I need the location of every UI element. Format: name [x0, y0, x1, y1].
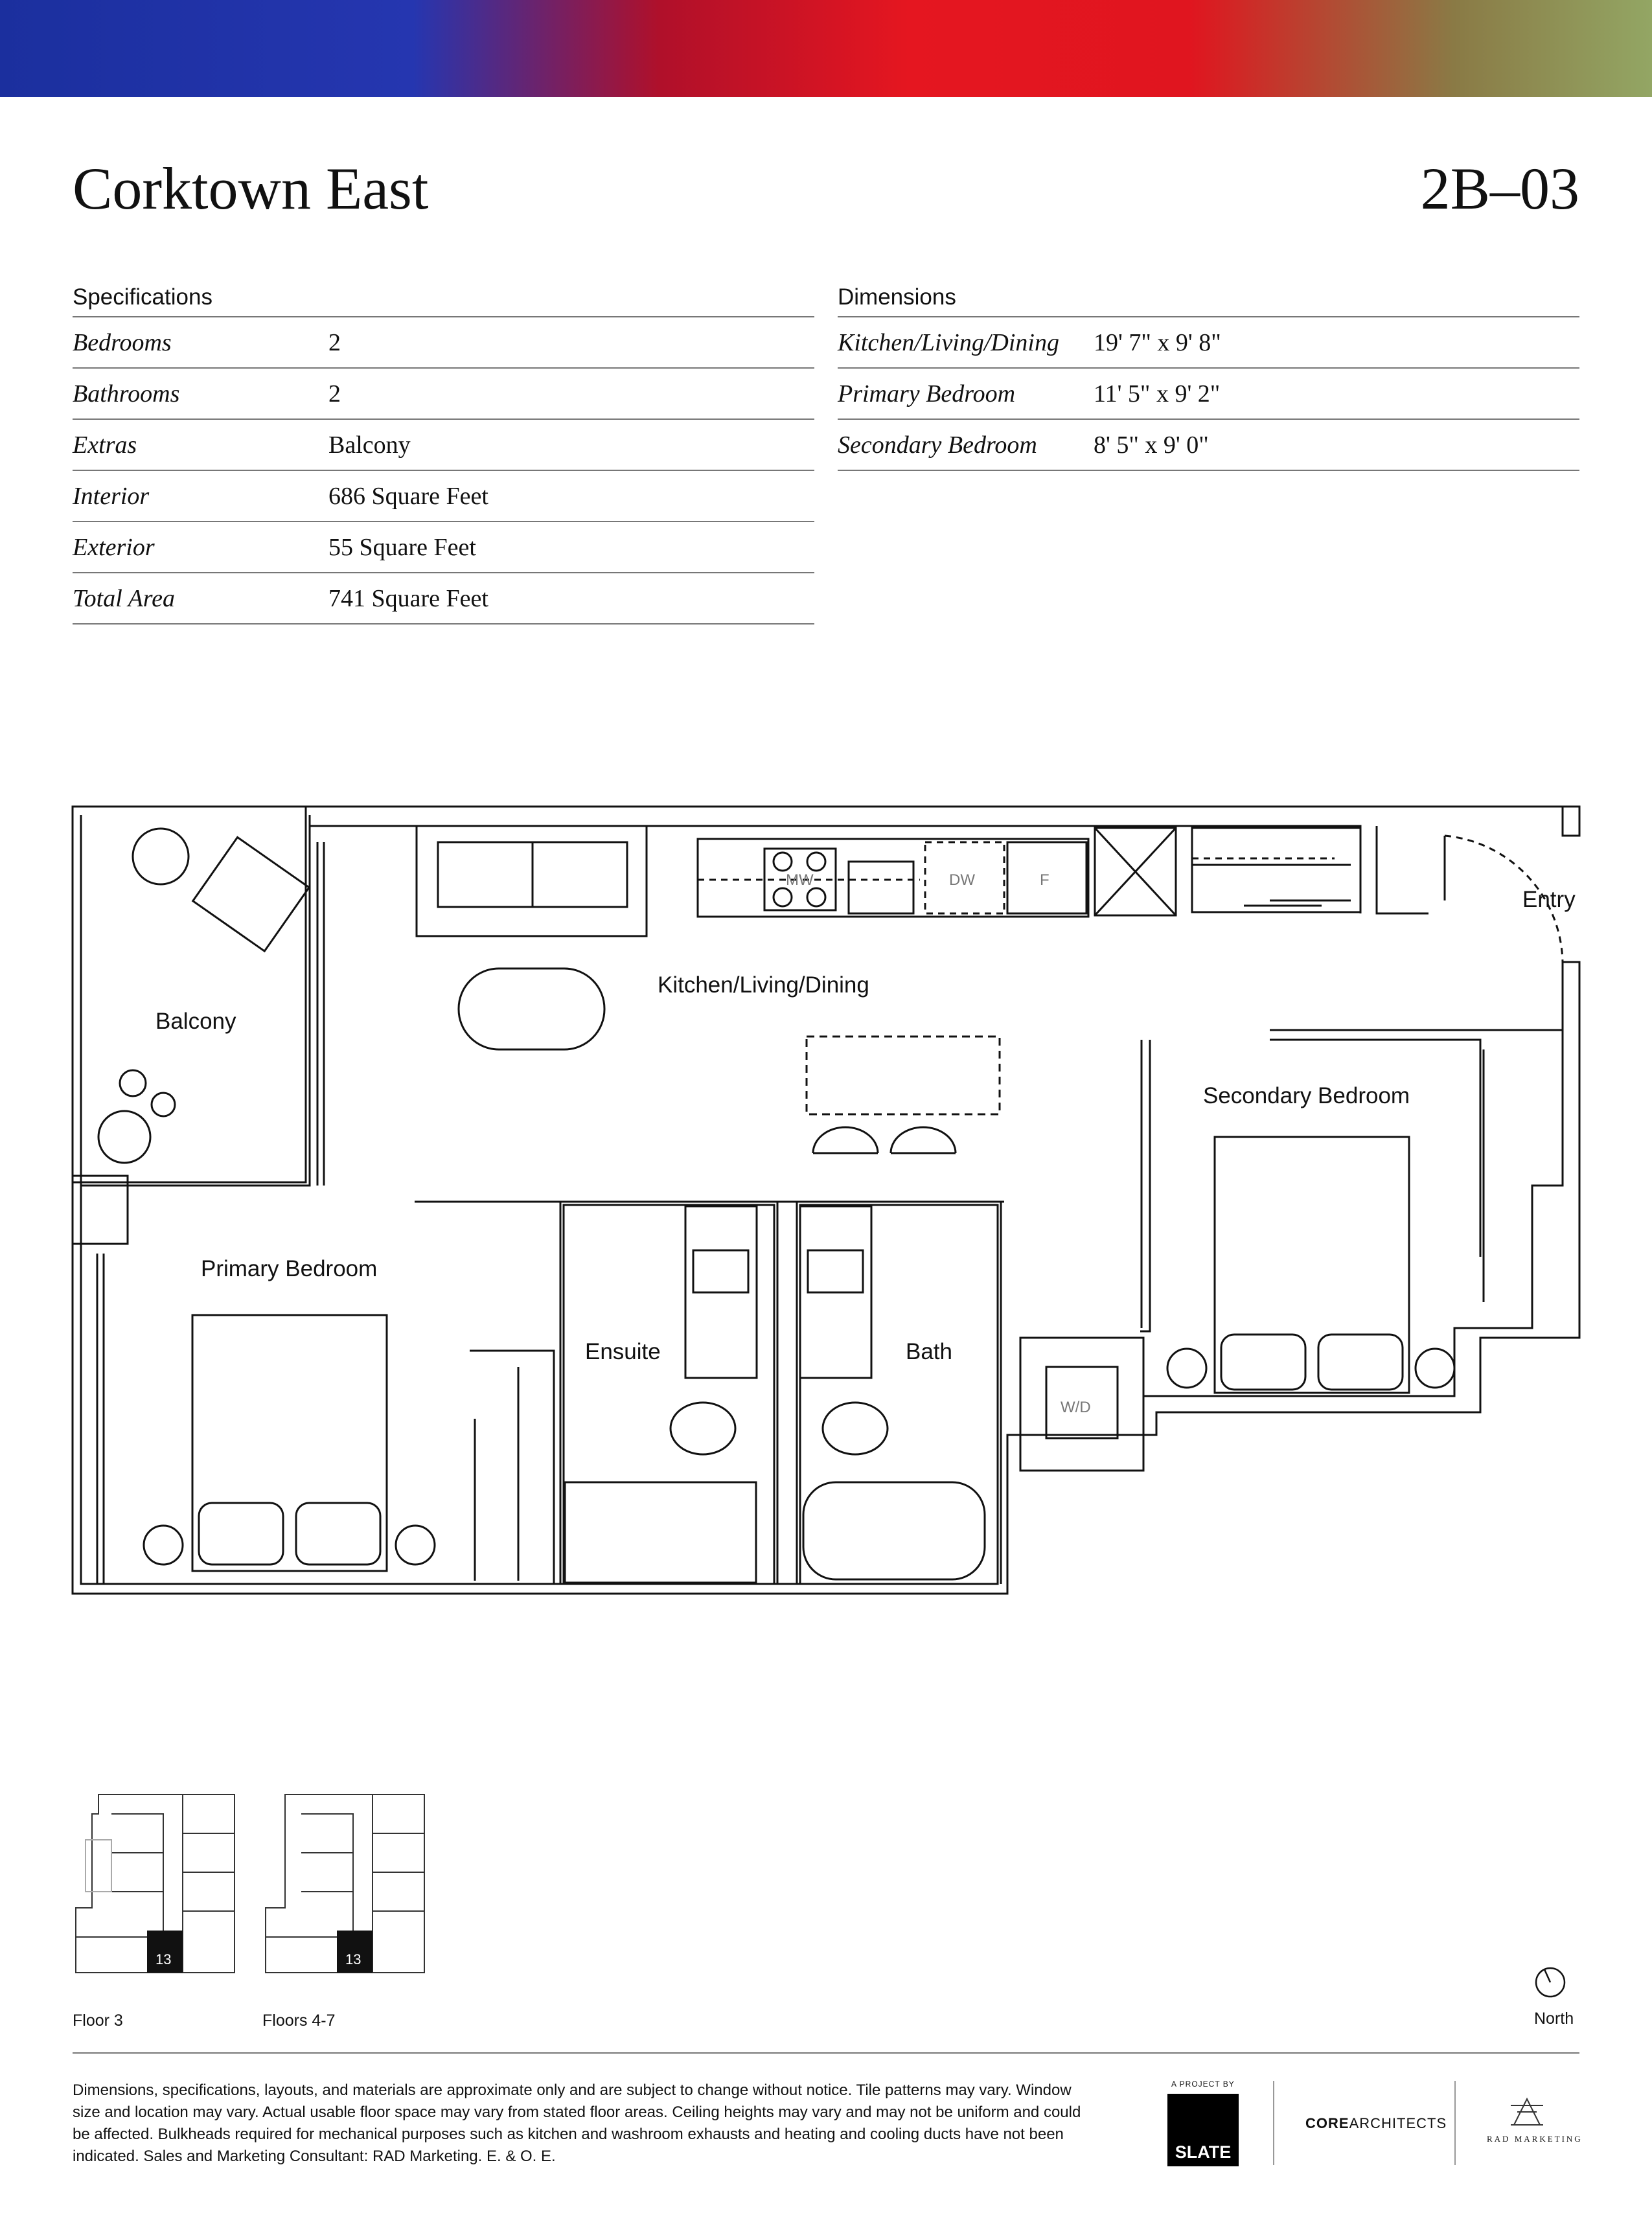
ensuite-shower [565, 1482, 756, 1583]
interior-wall [81, 815, 998, 1584]
primary-bed [192, 1315, 387, 1571]
spec-value: 55 Square Feet [328, 533, 476, 561]
bar-stool [891, 1127, 956, 1153]
dimension-label: Secondary Bedroom [838, 431, 1037, 459]
logo-divider [1273, 2081, 1274, 2165]
spec-label: Extras [73, 431, 137, 459]
keyplan-floors-4-7 [262, 1788, 431, 1982]
slate-logo: SLATE [1167, 2094, 1239, 2166]
room-label-primary-bedroom: Primary Bedroom [201, 1256, 378, 1281]
ensuite-toilet [671, 1403, 735, 1454]
room-label-kitchen: Kitchen/Living/Dining [658, 972, 869, 998]
bathtub [803, 1482, 985, 1579]
nightstand [1167, 1349, 1206, 1388]
compass-label: North [1534, 2010, 1574, 2028]
spec-label: Exterior [73, 533, 155, 561]
exterior-wall [73, 807, 1579, 836]
core-architects-logo [1305, 2115, 1447, 2132]
room-label-secondary-bedroom: Secondary Bedroom [1203, 1083, 1410, 1108]
rad-marketing-logo: RAD MARKETING [1487, 2134, 1583, 2144]
specifications-heading: Specifications [73, 274, 814, 317]
disclaimer-text: Dimensions, specifications, layouts, and materials are approximate only and are subject to change without notice. Tile patterns may vary. Window size and location may vary. Actual usable floor space may vary from stated floor areas. Ceiling heights may vary and may not be uniform and could be affected. Bulkheads required for mechanical purposes such as kitchen and washroom exhausts and heating and cooling ducts have not been indicated. Sales and Marketing Consultant: RAD Marketing. E. & O. E. [73, 2081, 1081, 2165]
room-label-balcony: Balcony [155, 1009, 236, 1034]
nightstand [144, 1526, 183, 1564]
interior-wall [1270, 1040, 1480, 1257]
dimension-label: Primary Bedroom [838, 380, 1016, 407]
plant [152, 1093, 175, 1116]
project-title: Corktown East [73, 155, 429, 222]
spec-label: Total Area [73, 584, 176, 612]
kitchen-sink [849, 862, 913, 913]
spec-value: 2 [328, 380, 341, 407]
north-arrow-icon [1534, 1966, 1566, 1999]
appliance-label-washer-dryer: W/D [1061, 1399, 1091, 1416]
unit-number: 2B–03 [1420, 155, 1579, 222]
keyplan-caption: Floor 3 [73, 2012, 123, 2030]
plant [120, 1070, 146, 1096]
appliance-label-dishwasher: DW [949, 871, 975, 889]
core-logo-rest: ARCHITECTS [1349, 2115, 1447, 2131]
interior-wall [81, 815, 310, 1186]
keyplan-caption: Floors 4-7 [262, 2012, 336, 2030]
dimension-value: 8' 5" x 9' 0" [1094, 431, 1209, 459]
balcony-railing [73, 807, 306, 1182]
room-label-entry: Entry [1522, 887, 1576, 912]
dimension-value: 19' 7" x 9' 8" [1094, 328, 1221, 356]
dimensions-heading: Dimensions [838, 274, 1579, 317]
footer-divider [73, 2052, 1579, 2054]
bath-tiles [800, 1205, 998, 1584]
spec-value: 2 [328, 328, 341, 356]
plant [98, 1111, 150, 1163]
core-logo-bold: CORE [1305, 2115, 1349, 2131]
lounge-chair [193, 837, 309, 951]
keyplan-unit-number: 13 [155, 1951, 172, 1967]
logo-divider [1454, 2081, 1456, 2165]
keyplan-unit-number: 13 [345, 1951, 361, 1967]
coffee-table [459, 968, 604, 1049]
spec-label: Interior [73, 482, 150, 510]
balcony-table [133, 829, 189, 884]
bath-toilet [823, 1403, 888, 1454]
appliance-label-fridge: F [1040, 871, 1050, 889]
nightstand [1416, 1349, 1454, 1388]
dimension-value: 11' 5" x 9' 2" [1094, 380, 1221, 407]
keyplan-floor-3 [73, 1788, 241, 1982]
exterior-wall [73, 807, 1579, 1594]
spec-value: Balcony [328, 431, 411, 459]
interior-wall [1377, 826, 1428, 913]
rad-marketing-emblem-icon [1504, 2092, 1550, 2131]
kitchen-counter [698, 839, 1088, 917]
spec-value: 741 Square Feet [328, 584, 488, 612]
appliance-label-microwave: MW [786, 871, 814, 889]
interior-wall [470, 1351, 554, 1584]
secondary-bed [1215, 1137, 1409, 1393]
kitchen-island [807, 1037, 1000, 1114]
room-label-bath: Bath [906, 1339, 952, 1364]
bar-stool [813, 1127, 878, 1153]
project-by-label: A PROJECT BY [1171, 2080, 1235, 2089]
dimension-label: Kitchen/Living/Dining [838, 328, 1059, 356]
room-label-ensuite: Ensuite [585, 1339, 661, 1364]
spec-label: Bedrooms [73, 328, 172, 356]
ensuite-tiles [564, 1205, 774, 1584]
spec-label: Bathrooms [73, 380, 180, 407]
nightstand [396, 1526, 435, 1564]
spec-value: 686 Square Feet [328, 482, 488, 510]
